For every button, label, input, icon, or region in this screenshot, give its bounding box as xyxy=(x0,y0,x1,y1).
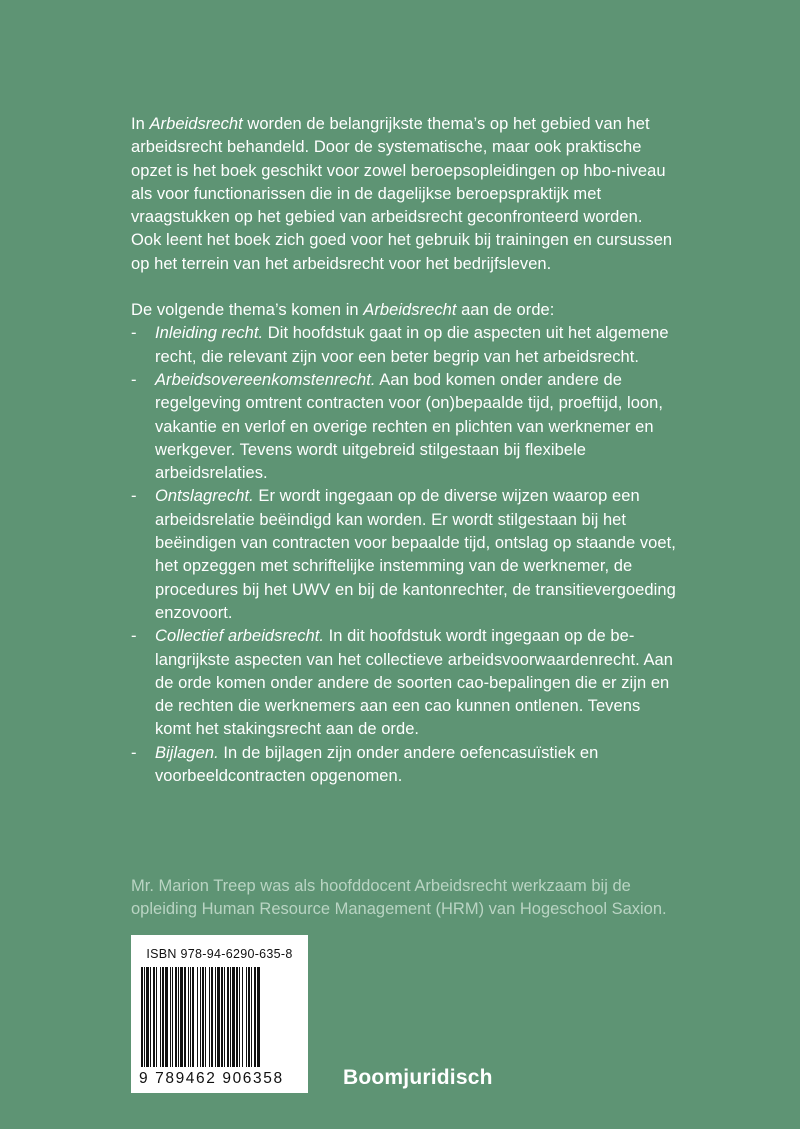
barcode-bar xyxy=(170,967,171,1067)
barcode-bar xyxy=(232,967,235,1067)
barcode-bar xyxy=(178,967,179,1067)
themes-heading-end: aan de orde: xyxy=(456,301,555,320)
theme-item xyxy=(131,369,676,485)
barcode-bar xyxy=(257,967,260,1067)
isbn-label: ISBN 978-94-6290-635-8 xyxy=(146,947,293,961)
isbn-barcode xyxy=(131,935,308,1093)
theme-text: Dit hoofdstuk gaat in op die aspecten uit het algemene recht, die relevant zijn voor een beter begrip van het arbeidsrecht. xyxy=(155,324,669,366)
list-dash: - xyxy=(131,743,137,762)
blurb xyxy=(131,113,676,788)
themes-list xyxy=(131,322,676,788)
barcode-bar xyxy=(162,967,164,1067)
barcode-bar xyxy=(202,967,204,1067)
publisher-logo: Boomjuridisch xyxy=(343,1066,493,1089)
themes-heading xyxy=(131,299,676,322)
barcode-bar xyxy=(221,967,223,1067)
barcode-bar xyxy=(227,967,229,1067)
theme-title: Bijlagen. xyxy=(155,743,219,762)
barcode-bar xyxy=(211,967,213,1067)
list-dash: - xyxy=(131,627,137,646)
barcode-bar xyxy=(150,967,151,1067)
list-dash: - xyxy=(131,324,137,343)
barcode-bar xyxy=(254,967,256,1067)
barcode-bar xyxy=(190,967,191,1067)
list-dash: - xyxy=(131,487,137,506)
barcode-bar xyxy=(248,967,250,1067)
barcode-bar xyxy=(239,967,240,1067)
barcode-bar xyxy=(184,967,186,1067)
theme-text: In de bijlagen zijn onder andere oefencasuïstiek en voorbeeldcontracten opgenomen. xyxy=(155,743,599,786)
barcode-bar xyxy=(246,967,247,1067)
barcode-bar xyxy=(236,967,238,1067)
theme-item xyxy=(131,625,676,741)
themes-heading-start: De volgende thema’s komen in xyxy=(131,301,364,320)
theme-title: Collectief arbeidsrecht. xyxy=(155,627,325,646)
barcode-bar xyxy=(172,967,173,1067)
theme-title: Ontslagrecht. xyxy=(155,487,254,506)
author-note: Mr. Marion Treep was als hoofddocent Arbeidsrecht werkzaam bij de opleiding Human Resource Management (HRM) van Hogeschool Saxion. xyxy=(131,876,667,918)
theme-title: Inleiding recht. xyxy=(155,324,264,343)
barcode-bar xyxy=(209,967,210,1067)
themes-heading-title: Arbeidsrecht xyxy=(363,301,457,320)
theme-text: Er wordt ingegaan op de diverse wijzen waarop een arbeidsrelatie beëindigd kan worden. Er wordt stilgestaan bij het beëindigen van contracten voor bepaalde tijd, ontslag op staande voet, het opzeggen met schriftelijke instemming van de werknemer, de procedures bij het UWV en bij de kantonrechter, de transitievergoeding enzovoort. xyxy=(155,487,676,622)
barcode-bar xyxy=(230,967,231,1067)
barcode-bar xyxy=(197,967,198,1067)
barcode-bar xyxy=(141,967,143,1067)
theme-item xyxy=(131,322,676,369)
barcode-bar xyxy=(146,967,149,1067)
barcode-bar xyxy=(188,967,189,1067)
barcode-bar xyxy=(180,967,183,1067)
barcode-bar xyxy=(224,967,225,1067)
barcode-bar xyxy=(217,967,220,1067)
barcode-bar xyxy=(165,967,168,1067)
barcode-bar xyxy=(156,967,157,1067)
theme-text: Aan bod komen onder andere de regelgeving omtrent contracten voor (on)bepaalde tijd, proeftijd, loon, vakantie en verlof en overige rechten en plichten van werknemer en werkgever. Tevens wordt uitgebreid stilgestaan bij flexibele arbeidsrelaties. xyxy=(155,370,664,483)
barcode-icon xyxy=(139,967,300,1067)
intro-paragraph xyxy=(131,113,676,276)
theme-title: Arbeidsovereenkomstenrecht. xyxy=(155,370,376,389)
intro-text-start: In xyxy=(131,115,150,133)
theme-item xyxy=(131,742,676,789)
barcode-bar xyxy=(251,967,252,1067)
barcode-bar xyxy=(175,967,177,1067)
theme-item xyxy=(131,485,676,625)
barcode-bar xyxy=(144,967,145,1067)
book-title-italic: Arbeidsrecht xyxy=(149,115,243,133)
barcode-digits: 9 789462 906358 xyxy=(139,1070,284,1087)
barcode-bar xyxy=(215,967,216,1067)
barcode-bar xyxy=(153,967,155,1067)
intro-text-rest: worden de belangrijkste thema’s op het gebied van het arbeidsrecht behandeld. Door de systematische, maar ook praktische opzet is het boek geschikt voor zowel beroepsopleidingen op hbo-niveau als voor functionarissen die in de dagelijkse beroepspraktijk met vraagstukken op het gebied van arbeidsrecht geconfronteerd worden. Ook leent het boek zich goed voor het gebruik bij trainingen en cursussen op het terrein van het arbeidsrecht voor het bedrijfsleven. xyxy=(131,115,673,273)
list-dash: - xyxy=(131,370,137,389)
barcode-bar xyxy=(242,967,243,1067)
barcode-bar xyxy=(160,967,161,1067)
theme-text: In dit hoofdstuk wordt ingegaan op de belangrijkste aspecten van het collectieve arbeidsvoorwaardenrecht. Aan de orde komen onder andere de soorten cao-bepalingen die er zijn en de rechten die werknemers aan een cao kunnen ontlenen. Tevens komt het stakingsrecht aan de orde. xyxy=(155,627,674,739)
barcode-bar xyxy=(205,967,206,1067)
barcode-bar xyxy=(200,967,201,1067)
barcode-bar xyxy=(192,967,194,1067)
